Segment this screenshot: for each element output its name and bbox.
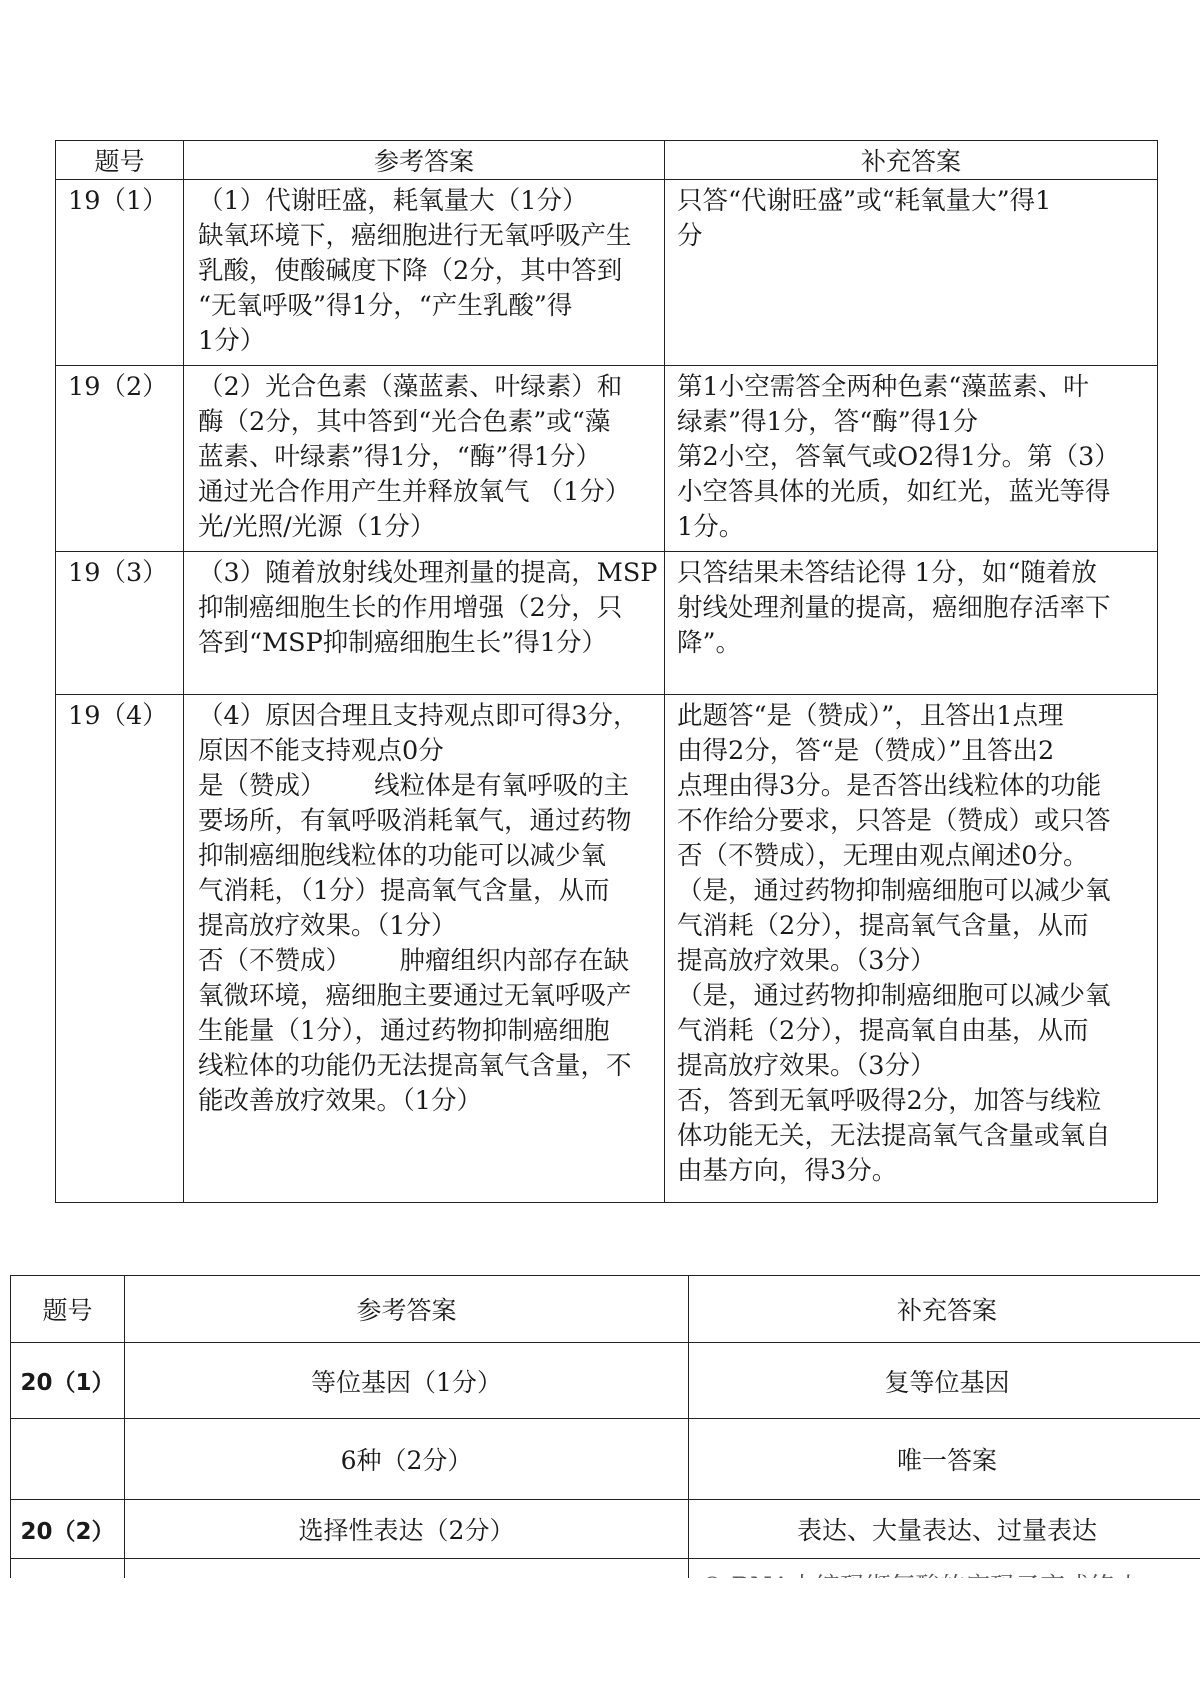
supplementary-answer [665, 552, 1158, 695]
answer-line: 只答“代谢旺盛”或“耗氧量大”得1 [677, 186, 1052, 216]
answer-line: 绿素”得1分，答“酶”得1分 [677, 407, 979, 437]
answer-line: 缺氧环境下，癌细胞进行无氧呼吸产生 [198, 221, 632, 251]
answer-line: 体功能无关，无法提高氧气含量或氧自 [677, 1121, 1111, 1151]
answer-line: 蓝素、叶绿素”得1分，“酶”得1分） [198, 442, 602, 472]
answer-line: （3）随着放射线处理剂量的提高，MSP [198, 558, 658, 588]
answer-line: 抑制癌细胞生长的作用增强（2分，只 [198, 593, 623, 623]
supplementary-answer [665, 180, 1158, 366]
supplementary-answer: 表达、大量表达、过量表达 [689, 1500, 1200, 1559]
answer-line: 小空答具体的光质，如红光，蓝光等得 [677, 477, 1111, 507]
answer-line: 原因不能支持观点0分 [198, 736, 444, 766]
reference-answer: 等位基因（1分） [125, 1343, 689, 1419]
answer-line: 氧微环境，癌细胞主要通过无氧呼吸产 [198, 981, 632, 1011]
answer-line: “无氧呼吸”得1分，“产生乳酸”得 [198, 291, 573, 321]
answer-line: （是，通过药物抑制癌细胞可以减少氧 [677, 876, 1111, 906]
table-header-row [11, 1276, 1200, 1343]
table-row [11, 1419, 1200, 1500]
reference-answer [184, 695, 665, 1203]
reference-answer [184, 180, 665, 366]
answer-line: 能改善放疗效果。（1分） [198, 1086, 482, 1116]
answer-line: 否（不赞成），无理由观点阐述0分。 [677, 841, 1089, 871]
supplementary-answer [665, 695, 1158, 1203]
page-cutoff-blank [0, 1578, 1200, 1697]
header-question-number: 题号 [56, 141, 184, 180]
header-reference-answer: 参考答案 [125, 1276, 689, 1343]
supplementary-answer: 唯一答案 [689, 1419, 1200, 1500]
reference-answer [184, 366, 665, 552]
supplementary-answer: 复等位基因 [689, 1343, 1200, 1419]
answer-line: 答到“MSP抑制癌细胞生长”得1分） [198, 628, 608, 658]
answer-line: 点理由得3分。是否答出线粒体的功能 [677, 771, 1102, 801]
header-question-number: 题号 [11, 1276, 125, 1343]
table-header-row [56, 141, 1158, 180]
answer-line: 是（赞成） 线粒体是有氧呼吸的主 [198, 771, 630, 801]
answer-line: 射线处理剂量的提高，癌细胞存活率下 [677, 593, 1111, 623]
answer-line: 否，答到无氧呼吸得2分，加答与线粒 [677, 1086, 1102, 1116]
supplementary-answer [665, 366, 1158, 552]
answer-line: 生能量（1分），通过药物抑制癌细胞 [198, 1016, 610, 1046]
answer-line: 第1小空需答全两种色素“藻蓝素、叶 [677, 372, 1089, 402]
answer-line: 提高放疗效果。（3分） [677, 1051, 936, 1081]
answer-table-20 [10, 1275, 1200, 1590]
answer-line: （1）代谢旺盛，耗氧量大（1分） [198, 186, 588, 216]
answer-line: 降”。 [677, 628, 742, 658]
table-row [56, 366, 1158, 552]
header-reference-answer: 参考答案 [184, 141, 665, 180]
question-number: 19（2） [56, 366, 184, 552]
answer-line: 由基方向，得3分。 [677, 1156, 898, 1186]
table-row [56, 552, 1158, 695]
header-supplementary-answer: 补充答案 [665, 141, 1158, 180]
answer-line: 抑制癌细胞线粒体的功能可以减少氧 [198, 841, 607, 871]
answer-line: 乳酸，使酸碱度下降（2分，其中答到 [198, 256, 623, 286]
answer-line: 通过光合作用产生并释放氧气 （1分） [198, 477, 631, 507]
table-row [56, 695, 1158, 1203]
answer-line: （2）光合色素（藻蓝素、叶绿素）和 [198, 372, 623, 402]
reference-answer [184, 552, 665, 695]
answer-line: 线粒体的功能仍无法提高氧气含量，不 [198, 1051, 632, 1081]
answer-line: 不作给分要求，只答是（赞成）或只答 [677, 806, 1111, 836]
question-number: 19（3） [56, 552, 184, 695]
table-row [11, 1500, 1200, 1559]
question-number: 19（1） [56, 180, 184, 366]
answer-line: 光/光照/光源（1分） [198, 512, 436, 542]
answer-line: 第2小空，答氧气或O2得1分。第（3） [677, 442, 1120, 472]
answer-line: 1分。 [677, 512, 745, 542]
answer-line: （是，通过药物抑制癌细胞可以减少氧 [677, 981, 1111, 1011]
answer-line: 此题答“是（赞成）”，且答出1点理 [677, 701, 1064, 731]
answer-line: 气消耗（2分），提高氧气含量，从而 [677, 911, 1089, 941]
question-number: 20（1） [11, 1343, 125, 1419]
answer-line: 气消耗（2分），提高氧自由基，从而 [677, 1016, 1089, 1046]
answer-line: 要场所，有氧呼吸消耗氧气，通过药物 [198, 806, 632, 836]
answer-line: （4）原因合理且支持观点即可得3分， [198, 701, 639, 731]
answer-line: 提高放疗效果。（3分） [677, 946, 936, 976]
answer-line: 由得2分，答“是（赞成）”且答出2 [677, 736, 1055, 766]
answer-line: 气消耗，（1分）提高氧气含量，从而 [198, 876, 610, 906]
answer-line: 1分） [198, 326, 266, 356]
question-number [11, 1419, 125, 1500]
header-supplementary-answer: 补充答案 [689, 1276, 1200, 1343]
answer-line: 只答结果未答结论得 1分，如“随着放 [677, 558, 1097, 588]
table-row [11, 1343, 1200, 1419]
answer-line: 酶（2分，其中答到“光合色素”或“藻 [198, 407, 611, 437]
question-number: 19（4） [56, 695, 184, 1203]
reference-answer: 选择性表达（2分） [125, 1500, 689, 1559]
table-row [56, 180, 1158, 366]
answer-line: 分 [677, 221, 703, 251]
reference-answer: 6种（2分） [125, 1419, 689, 1500]
answer-table-19 [55, 140, 1158, 1203]
question-number: 20（2） [11, 1500, 125, 1559]
answer-line: 提高放疗效果。（1分） [198, 911, 457, 941]
answer-line: 否（不赞成） 肿瘤组织内部存在缺 [198, 946, 630, 976]
